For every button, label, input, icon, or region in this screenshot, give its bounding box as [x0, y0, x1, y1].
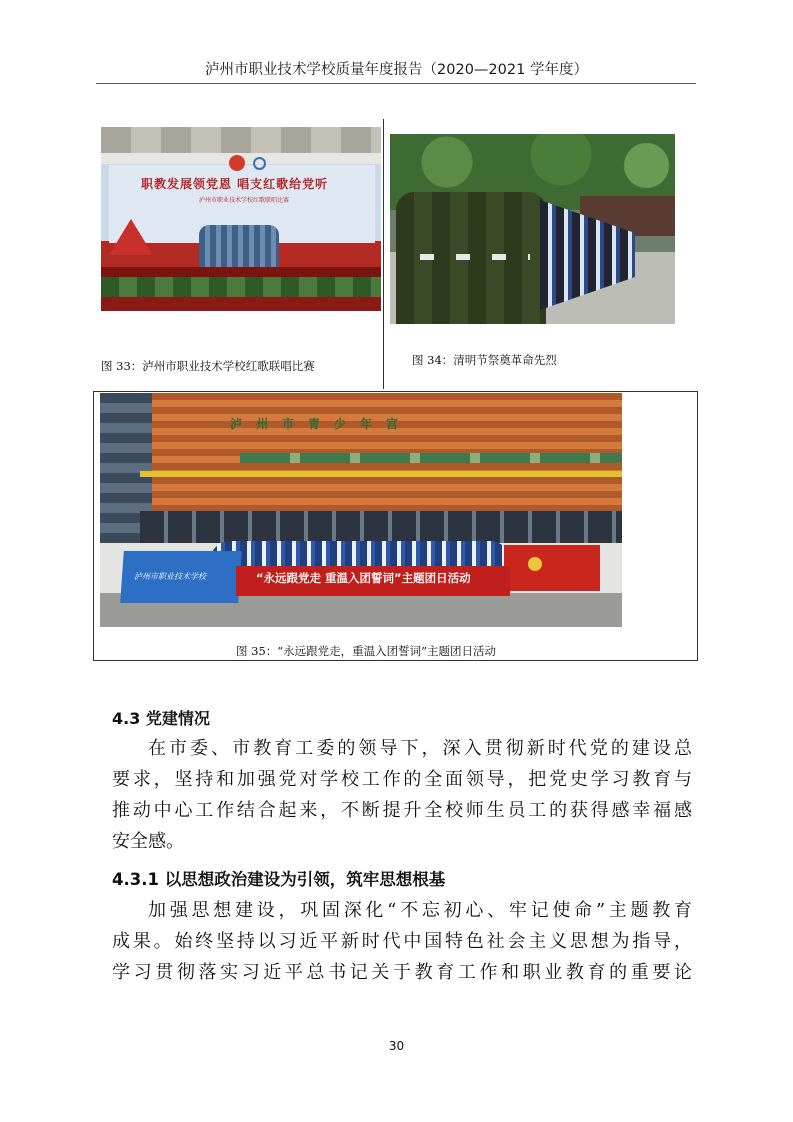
- league-flag: [504, 545, 600, 591]
- party-100-logo: [229, 155, 245, 171]
- red-sail-decoration: [109, 219, 153, 255]
- event-banner-text: “永远跟党走 重温入团誓词”主题团日活动: [256, 571, 471, 585]
- facade-yellow-stripe: [140, 471, 622, 477]
- school-flag-text: 泸州市职业技术学校: [134, 572, 206, 581]
- backdrop-slogan: 职教发展领党恩 唱支红歌给党听: [141, 177, 329, 191]
- figure-33-caption: 图 33：泸州市职业技术学校红歌联唱比赛: [101, 359, 315, 373]
- guard-white-belts: [420, 254, 530, 260]
- paragraph-line: 加强思想建设，巩固深化“不忘初心、牢记使命”主题教育: [148, 900, 692, 921]
- section-4-3-paragraph: [112, 733, 692, 857]
- photo-qingming-memorial: [390, 134, 675, 324]
- paragraph-line: 要求，坚持和加强党对学校工作的全面领导，把党史学习教育与: [112, 769, 692, 790]
- league-emblem-icon: [528, 557, 542, 571]
- ground-floor-windows: [140, 511, 622, 543]
- paragraph-line: 成果。始终坚持以习近平新时代中国特色社会主义思想为指导，: [112, 931, 692, 952]
- potted-plants: [101, 277, 381, 297]
- paragraph-line: 安全感。: [112, 831, 184, 852]
- stage-edge: [101, 267, 381, 277]
- stage-canopy: [101, 127, 381, 153]
- figure-34-caption: 图 34：清明节祭奠革命先烈: [412, 353, 557, 367]
- facade-green-stripe: [240, 453, 622, 463]
- figure-35-caption: 图 35：“永远跟党走，重温入团誓词”主题团日活动: [236, 644, 497, 658]
- choir-group: [199, 225, 279, 269]
- school-logo: [253, 157, 266, 170]
- paragraph-line: 学习贯彻落实习近平总书记关于教育工作和职业教育的重要论: [112, 962, 692, 983]
- backdrop-subtitle: 泸州市职业技术学校红歌联唱比赛: [199, 197, 290, 204]
- building-sign: 泸州市青少年宫: [230, 417, 413, 431]
- photo-red-song-contest: [101, 127, 381, 311]
- paragraph-line: 在市委、市教育工委的领导下，深入贯彻新时代党的建设总: [148, 738, 692, 759]
- photo-youth-league-day: [100, 393, 622, 627]
- header-rule: [96, 83, 696, 84]
- paragraph-line: 推动中心工作结合起来，不断提升全校师生员工的获得感幸福感: [112, 800, 692, 821]
- section-heading-4-3-1: 4.3.1 以思想政治建设为引领，筑牢思想根基: [112, 870, 446, 889]
- page-header: 泸州市职业技术学校质量年度报告（2020—2021 学年度）: [205, 62, 588, 78]
- figure-divider: [383, 119, 384, 389]
- section-4-3-1-paragraph: [112, 895, 692, 988]
- section-heading-4-3: 4.3 党建情况: [112, 709, 210, 728]
- stage-front: [101, 297, 381, 311]
- page-number: 30: [388, 1039, 405, 1053]
